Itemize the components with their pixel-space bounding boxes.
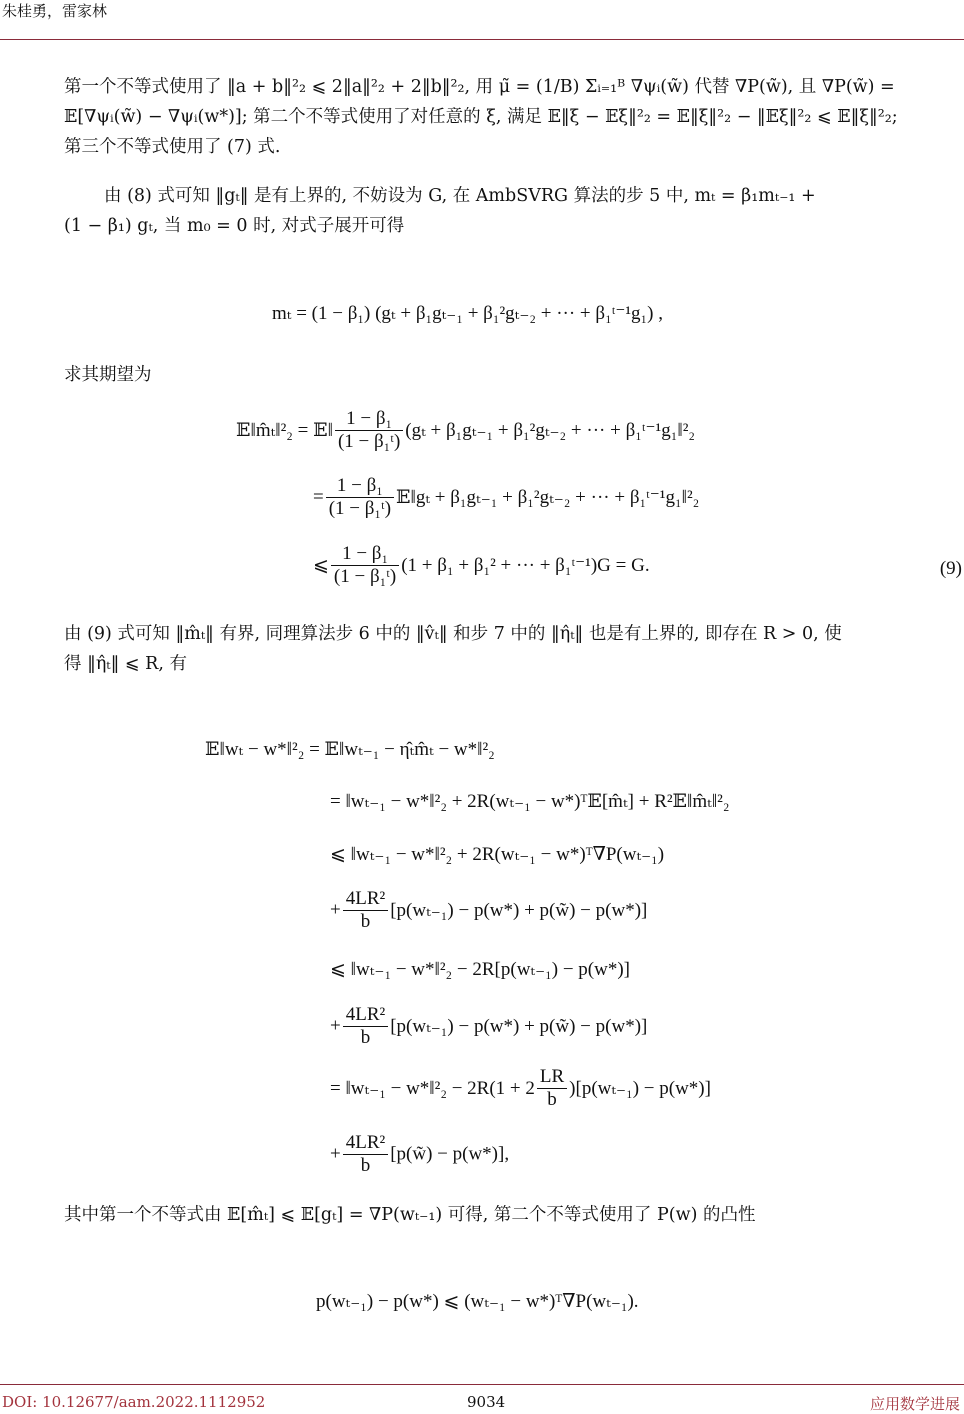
derivation-line-8 xyxy=(330,1132,509,1177)
text-line: 𝔼[∇ψᵢ(w̃) − ∇ψᵢ(w*)]; 第二个不等式使用了对任意的 ξ, 满足 𝔼‖ξ − 𝔼ξ‖²₂ = 𝔼‖ξ‖²₂ − ‖𝔼ξ‖²₂ ⩽ 𝔼‖ξ‖²₂; xyxy=(64,107,898,127)
derivation-line-2: = ‖wₜ₋₁ − w*‖²₂ + 2R(wₜ₋₁ − w*)ᵀ𝔼[m̂ₜ] + R²𝔼‖m̂ₜ‖²₂ xyxy=(330,791,730,812)
equation-term: (1 + β₁ + β₁² + ··· + β₁ᵗ⁻¹)G = G. xyxy=(401,555,650,576)
paragraph-bounded-terms xyxy=(64,619,964,679)
equation-term: (gₜ + β₁gₜ₋₁ + β₁²gₜ₋₂ + ··· + β₁ᵗ⁻¹g₁‖²₂ xyxy=(405,420,696,441)
equation-term: [p(wₜ₋₁) − p(w*) + p(w̃) − p(w*)] xyxy=(390,900,648,921)
text-line: 其中第一个不等式由 𝔼[m̂ₜ] ⩽ 𝔼[gₜ] = ∇P(wₜ₋₁) 可得, 第二个不等式使用了 P(w) 的凸性 xyxy=(64,1205,756,1225)
derivation-line-6 xyxy=(330,1004,647,1049)
fraction-denominator: (1 − β₁ᵗ) xyxy=(337,431,401,452)
paragraph-bounded-gradient xyxy=(64,181,964,241)
fraction-numerator: LR xyxy=(537,1066,567,1089)
text-line: 得 ‖η̂ₜ‖ ⩽ R, 有 xyxy=(64,654,187,674)
equation-term: = ‖wₜ₋₁ − w*‖²₂ − 2R(1 + 2 xyxy=(330,1078,535,1099)
paragraph-expectation-intro xyxy=(64,360,964,390)
footer-divider xyxy=(0,1384,964,1385)
fraction xyxy=(326,475,394,520)
equation-9-line-1 xyxy=(236,408,695,453)
equation-term: [p(wₜ₋₁) − p(w*) + p(w̃) − p(w*)] xyxy=(390,1016,648,1037)
derivation-line-3: ⩽ ‖wₜ₋₁ − w*‖²₂ + 2R(wₜ₋₁ − w*)ᵀ∇P(wₜ₋₁) xyxy=(330,844,665,865)
fraction-denominator: (1 − β₁ᵗ) xyxy=(333,566,397,587)
fraction-numerator: 1 − β₁ xyxy=(326,475,394,498)
footer-doi[interactable]: DOI: 10.12677/aam.2022.1112952 xyxy=(2,1393,266,1411)
equals-sign: = xyxy=(313,486,324,508)
equation-term: [p(w̃) − p(w*)], xyxy=(390,1143,510,1165)
derivation-line-7 xyxy=(330,1066,711,1111)
fraction xyxy=(343,888,388,933)
fraction-denominator: b xyxy=(360,1027,371,1048)
fraction-numerator: 4LR² xyxy=(343,888,388,911)
fraction-denominator: (1 − β₁ᵗ) xyxy=(328,498,392,519)
plus-sign: + xyxy=(330,1143,341,1165)
plus-sign: + xyxy=(330,899,341,921)
text-line: 第一个不等式使用了 ‖a + b‖²₂ ⩽ 2‖a‖²₂ + 2‖b‖²₂, 用 μ̃ = (1/B) Σᵢ₌₁ᴮ ∇ψᵢ(w̃) 代替 ∇P(w̃), 且 ∇P(w̃) = xyxy=(64,77,895,97)
derivation-line-4 xyxy=(330,888,647,933)
equation-term: )[p(wₜ₋₁) − p(w*)] xyxy=(569,1078,711,1099)
fraction-numerator: 4LR² xyxy=(343,1004,388,1027)
equation-number: (9) xyxy=(939,558,962,579)
paragraph-inequality-notes xyxy=(64,72,964,162)
equation-9-line-2 xyxy=(313,475,699,520)
text-line: 求其期望为 xyxy=(64,365,152,385)
equation-momentum-expansion: mₜ = (1 − β₁) (gₜ + β₁gₜ₋₁ + β₁²gₜ₋₂ + ··· + β₁ᵗ⁻¹g₁) , xyxy=(272,303,664,324)
fraction-numerator: 1 − β₁ xyxy=(331,543,399,566)
equation-convexity: p(wₜ₋₁) − p(w*) ⩽ (wₜ₋₁ − w*)ᵀ∇P(wₜ₋₁). xyxy=(316,1291,639,1312)
header-divider xyxy=(0,39,964,40)
leq-sign: ⩽ xyxy=(313,555,329,576)
text-line: (1 − β₁) gₜ, 当 m₀ = 0 时, 对式子展开可得 xyxy=(64,216,405,236)
fraction-numerator: 1 − β₁ xyxy=(335,408,403,431)
fraction xyxy=(335,408,403,453)
fraction-numerator: 4LR² xyxy=(343,1132,388,1155)
footer-page-number: 9034 xyxy=(467,1393,506,1411)
derivation-line-1: 𝔼‖wₜ − w*‖²₂ = 𝔼‖wₜ₋₁ − η̂ₜm̂ₜ − w*‖²₂ xyxy=(205,739,495,760)
footer-journal-name: 应用数学进展 xyxy=(869,1395,960,1413)
paragraph-convexity xyxy=(64,1200,964,1230)
equation-term: 𝔼‖m̂ₜ‖²₂ = 𝔼‖ xyxy=(236,420,333,441)
plus-sign: + xyxy=(330,1015,341,1037)
text-line: 由 (8) 式可知 ‖gₜ‖ 是有上界的, 不妨设为 G, 在 AmbSVRG 算法的步 5 中, mₜ = β₁mₜ₋₁ + xyxy=(104,186,816,206)
fraction xyxy=(343,1004,388,1049)
fraction-denominator: b xyxy=(547,1089,557,1110)
equation-9-line-3 xyxy=(313,543,650,588)
equation-term: 𝔼‖gₜ + β₁gₜ₋₁ + β₁²gₜ₋₂ + ··· + β₁ᵗ⁻¹g₁‖²₂ xyxy=(396,487,700,508)
fraction-denominator: b xyxy=(360,911,371,932)
fraction xyxy=(343,1132,388,1177)
text-line: 由 (9) 式可知 ‖m̂ₜ‖ 有界, 同理算法步 6 中的 ‖v̂ₜ‖ 和步 7 中的 ‖η̂ₜ‖ 也是有上界的, 即存在 R > 0, 使 xyxy=(64,624,842,644)
fraction xyxy=(537,1066,567,1111)
text-line: 第三个不等式使用了 (7) 式. xyxy=(64,137,281,157)
derivation-line-5: ⩽ ‖wₜ₋₁ − w*‖²₂ − 2R[p(wₜ₋₁) − p(w*)] xyxy=(330,959,631,980)
running-header-authors: 朱桂勇，雷家林 xyxy=(2,2,108,20)
fraction-denominator: b xyxy=(360,1155,371,1176)
fraction xyxy=(331,543,399,588)
